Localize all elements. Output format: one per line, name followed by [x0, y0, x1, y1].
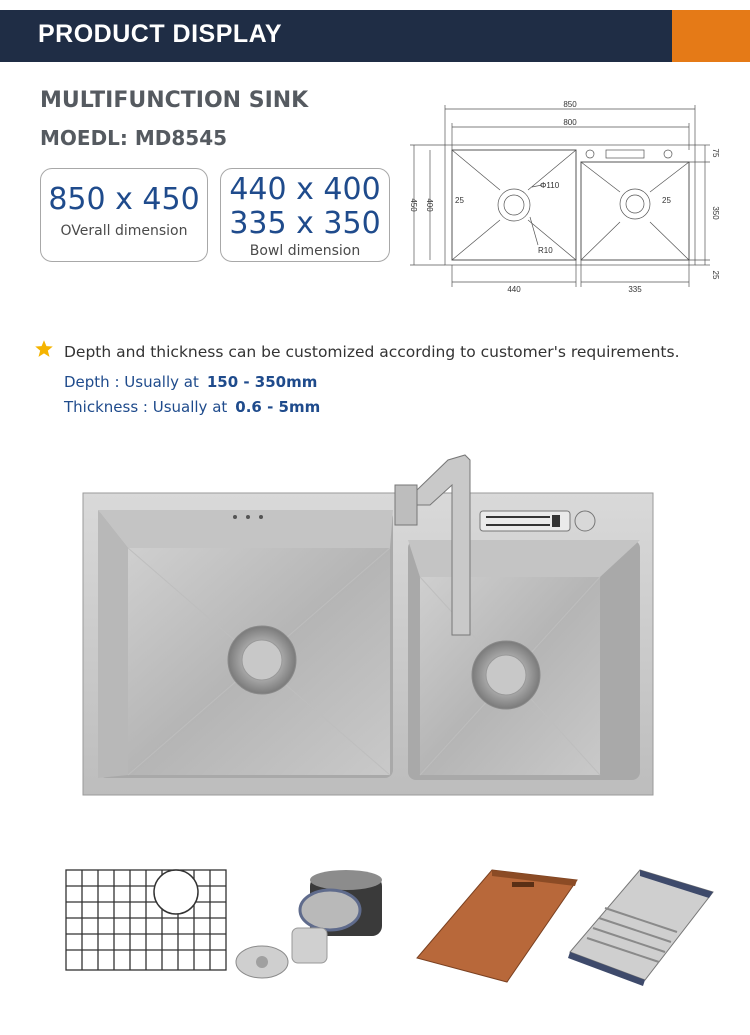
depth-spec	[64, 373, 317, 391]
thickness-value: 0.6 - 5mm	[235, 398, 321, 416]
dim-bowl-right: 335	[628, 285, 642, 294]
thickness-label: Thickness : Usually at	[64, 398, 228, 416]
drain-basket-image	[565, 840, 720, 990]
dim-left-margin: 25	[455, 196, 464, 205]
dim-width-inner: 800	[563, 118, 577, 127]
dim-height-outer: 450	[409, 198, 418, 212]
dim-right-height: 350	[711, 206, 720, 220]
depth-value: 150 - 350mm	[206, 373, 318, 391]
header-banner	[0, 10, 750, 62]
thickness-spec	[64, 398, 320, 416]
bowl-dimension-value-1: 440 x 400	[229, 172, 381, 207]
bowl-dimension-value-2: 335 x 350	[229, 206, 381, 241]
cutting-board-image	[412, 840, 582, 990]
dim-top-offset: 75	[711, 148, 720, 158]
product-model: MOEDL: MD8545	[40, 126, 228, 150]
overall-dimension-caption: OVerall dimension	[60, 223, 188, 239]
bowl-dimension-box	[220, 168, 390, 262]
bowl-dimension-caption: Bowl dimension	[249, 243, 361, 259]
dim-width-outer: 850	[563, 100, 577, 109]
grid-rack-image	[48, 840, 243, 990]
customization-note: Depth and thickness can be customized according to customer's requirements.	[64, 343, 680, 361]
dim-height-inner: 400	[425, 198, 434, 212]
product-name: MULTIFUNCTION SINK	[40, 88, 309, 113]
dim-bottom-offset: 25	[711, 270, 720, 280]
overall-dimension-value: 850 x 450	[48, 182, 200, 217]
overall-dimension-box	[40, 168, 208, 262]
depth-label: Depth : Usually at	[64, 373, 199, 391]
header-accent-block	[672, 10, 750, 62]
star-icon	[34, 339, 54, 359]
dim-radius: R10	[538, 246, 553, 255]
dim-bowl-left: 440	[507, 285, 521, 294]
page-title: PRODUCT DISPLAY	[38, 20, 283, 48]
technical-drawing	[400, 95, 720, 300]
dim-right-margin: 25	[662, 196, 671, 205]
dim-drain: Φ110	[540, 181, 560, 190]
drain-strainer-image	[232, 840, 417, 990]
sink-product-image	[70, 445, 665, 805]
